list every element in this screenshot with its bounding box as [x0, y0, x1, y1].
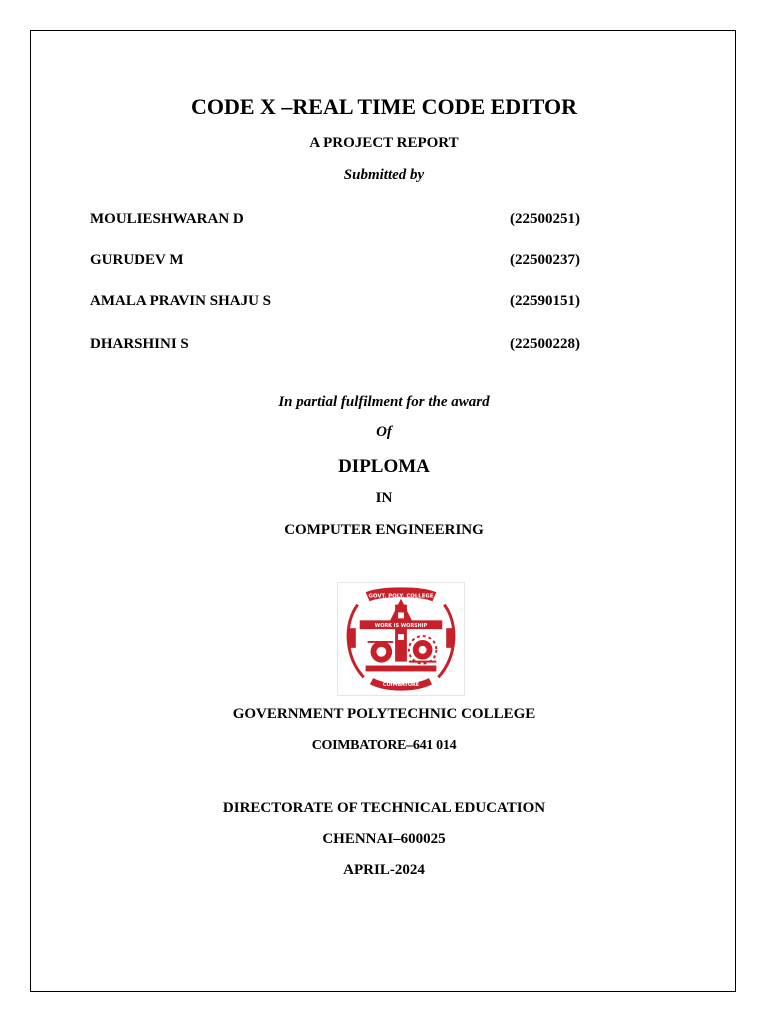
member-name: GURUDEV M	[90, 252, 184, 268]
directorate-name: DIRECTORATE OF TECHNICAL EDUCATION	[222, 800, 546, 816]
report-date: APRIL-2024	[343, 862, 425, 878]
of-line: Of	[376, 424, 392, 440]
in-line: IN	[375, 490, 393, 506]
member-row	[90, 211, 580, 233]
member-roll: (22500251)	[510, 211, 580, 227]
member-name: DHARSHINI S	[90, 336, 189, 352]
college-emblem-icon	[337, 582, 465, 696]
college-city: COIMBATORE–641 014	[311, 738, 457, 753]
degree-title: DIPLOMA	[338, 456, 430, 477]
directorate-city: CHENNAI–600025	[322, 831, 446, 847]
submitted-by: Submitted by	[343, 167, 425, 183]
report-subtitle: A PROJECT REPORT	[309, 135, 459, 151]
department: COMPUTER ENGINEERING	[284, 522, 484, 538]
member-roll: (22590151)	[510, 293, 580, 309]
member-name: MOULIESHWARAN D	[90, 211, 244, 227]
member-row	[90, 252, 580, 274]
college-name: GOVERNMENT POLYTECHNIC COLLEGE	[232, 706, 536, 722]
logo-top-text: GOVT. POLY. COLLEGE	[368, 593, 434, 600]
member-name: AMALA PRAVIN SHAJU S	[90, 293, 271, 309]
member-row	[90, 336, 580, 358]
award-line: In partial fulfilment for the award	[278, 394, 490, 410]
logo-bottom-text: COIMBATORE	[382, 682, 420, 689]
member-roll: (22500237)	[510, 252, 580, 268]
member-row	[90, 293, 580, 315]
member-roll: (22500228)	[510, 336, 580, 352]
report-title: CODE X –REAL TIME CODE EDITOR	[190, 94, 578, 119]
logo-motto: WORK IS WORSHIP	[374, 623, 428, 630]
